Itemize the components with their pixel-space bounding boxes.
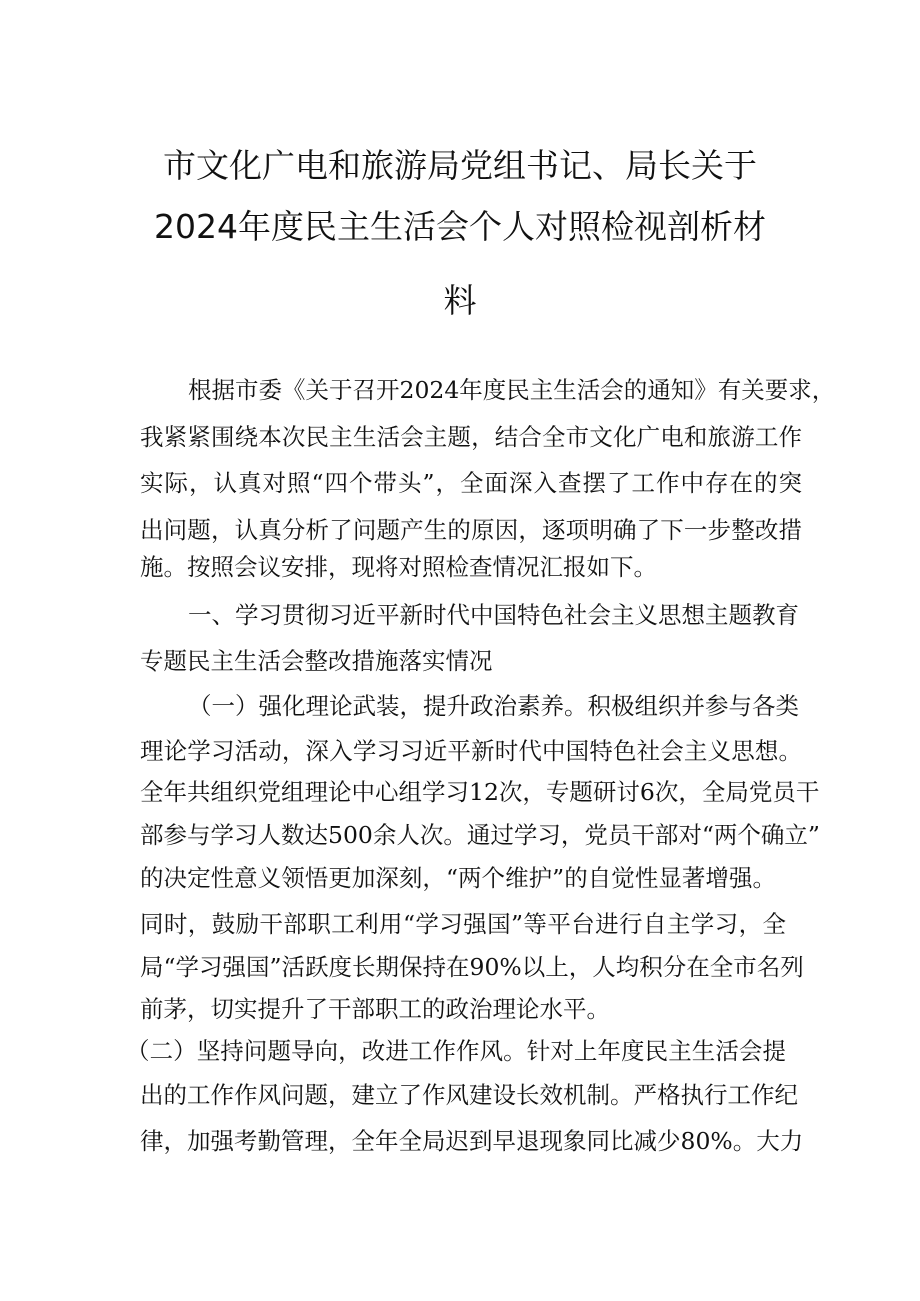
item-1-line-2: 理论学习活动，深入学习习近平新时代中国特色社会主义思想。: [140, 737, 802, 765]
section-1-heading-line-2: 专题民主生活会整改措施落实情况: [140, 647, 493, 675]
item-1-line-3: 全年共组织党组理论中心组学习12次，专题研讨6次，全局党员干: [140, 778, 820, 806]
document-title-line-1: 市文化广电和旅游局党组书记、局长关于: [163, 146, 757, 185]
intro-line-3: 实际，认真对照“四个带头”，全面深入查摆了工作中存在的突: [140, 469, 802, 497]
intro-line-5: 施。按照会议安排，现将对照检查情况汇报如下。: [140, 553, 657, 581]
document-title-line-3: 料: [443, 281, 477, 320]
document-title-line-2: 2024年度民主生活会个人对照检视剖析材: [154, 207, 766, 246]
item-1-line-4: 部参与学习人数达500余人次。通过学习，党员干部对“两个确立”: [140, 821, 820, 849]
item-1-line-7: 局“学习强国”活跃度长期保持在90%以上，人均积分在全市名列: [140, 953, 804, 981]
item-1-line-6: 同时，鼓励干部职工利用“学习强国”等平台进行自主学习，全: [140, 910, 786, 938]
item-1-line-1: （一）强化理论武装，提升政治素养。积极组织并参与各类: [188, 692, 799, 720]
intro-line-1: 根据市委《关于召开2024年度民主生活会的通知》有关要求，: [188, 376, 836, 404]
item-1-line-5: 的决定性意义领悟更加深刻，“两个维护”的自觉性显著增强。: [140, 864, 776, 892]
item-2-line-1: （二）坚持问题导向，改进工作作风。针对上年度民主生活会提: [126, 1037, 786, 1065]
item-2-line-3: 律，加强考勤管理，全年全局迟到早退现象同比减少80%。大力: [140, 1127, 804, 1155]
item-2-line-2: 出的工作作风问题，建立了作风建设长效机制。严格执行工作纪: [140, 1081, 798, 1109]
intro-line-4: 出问题，认真分析了问题产生的原因，逐项明确了下一步整改措: [140, 516, 802, 544]
intro-line-2: 我紧紧围绕本次民主生活会主题，结合全市文化广电和旅游工作: [140, 423, 802, 451]
item-1-line-8: 前茅，切实提升了干部职工的政治理论水平。: [140, 995, 610, 1023]
section-1-heading-line-1: 一、学习贯彻习近平新时代中国特色社会主义思想主题教育: [188, 601, 799, 629]
